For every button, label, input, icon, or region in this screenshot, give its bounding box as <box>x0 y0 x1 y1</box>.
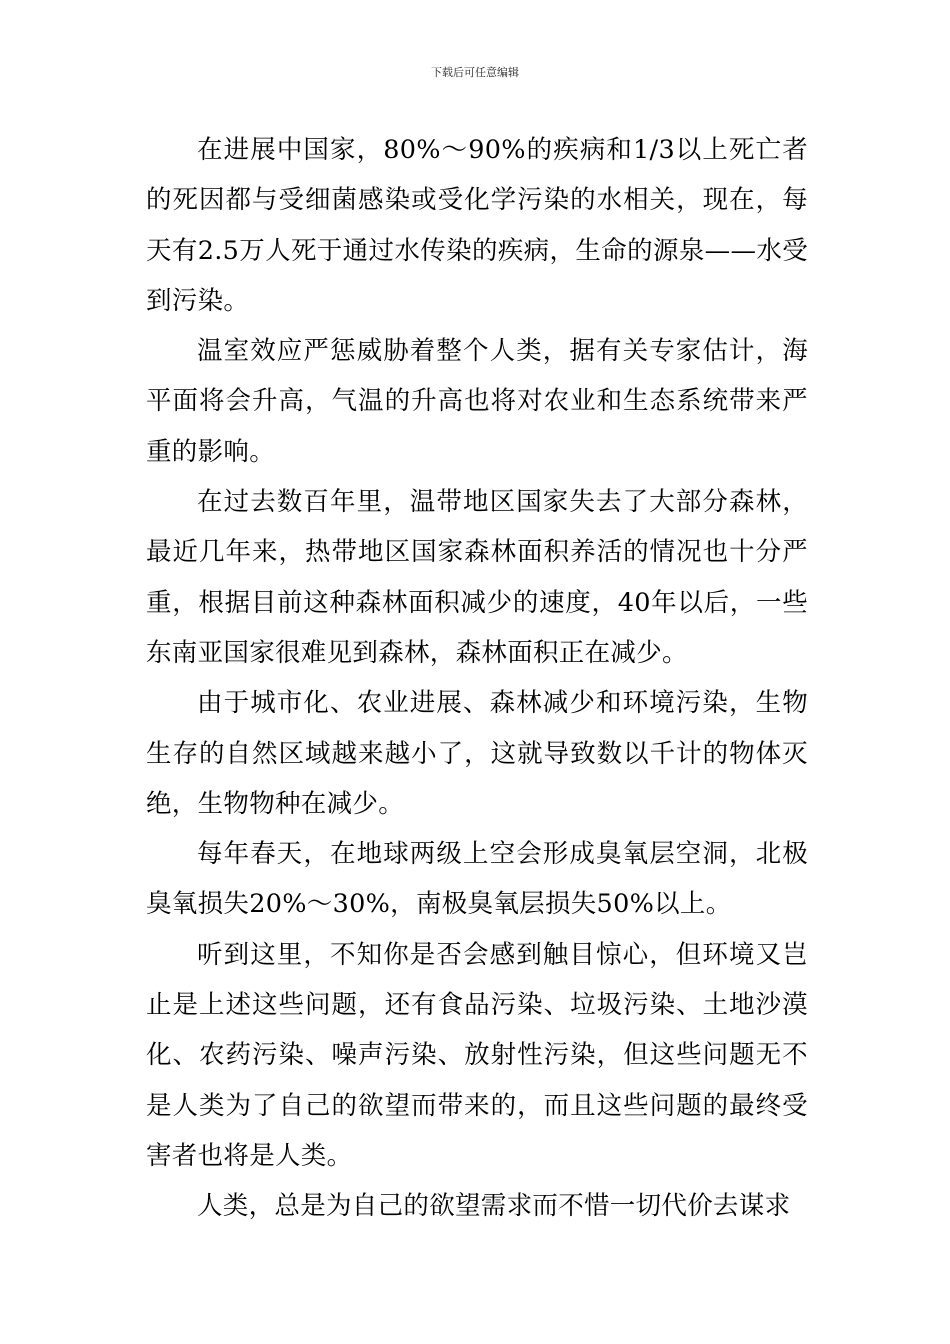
paragraph-other-pollution: 听到这里，不知你是否会感到触目惊心，但环境又岂止是上述这些问题，还有食品污染、垃圾污染、土地沙漠化、农药污染、噪声污染、放射性污染，但这些问题无不是人类为了自己的欲望而带来的，而且这些问题的最终受害者也将是人类。 <box>146 939 808 1171</box>
page-header: 下载后可任意编辑 <box>431 66 519 79</box>
paragraph-human-desire: 人类，总是为自己的欲望需求而不惜一切代价去谋求 <box>197 1191 791 1222</box>
paragraph-deforestation: 在过去数百年里，温带地区国家失去了大部分森林，最近几年来，热带地区国家森林面积养活的情况也十分严重，根据目前这种森林面积减少的速度，40年以后，一些东南亚国家很难见到森林，森林面积正在减少。 <box>146 487 808 668</box>
paragraph-water-pollution: 在进展中国家，80%～90%的疾病和1/3以上死亡者的死因都与受细菌感染或受化学污染的水相关，现在，每天有2.5万人死于通过水传染的疾病，生命的源泉——水受到污染。 <box>146 135 808 316</box>
paragraph-ozone-hole: 每年春天，在地球两级上空会形成臭氧层空洞，北极臭氧损失20%～30%，南极臭氧层损失50%以上。 <box>146 839 808 920</box>
document-body <box>146 125 808 1232</box>
paragraph-species-loss: 由于城市化、农业进展、森林减少和环境污染，生物生存的自然区域越来越小了，这就导致数以千计的物体灭绝，生物物种在减少。 <box>146 688 808 819</box>
paragraph-greenhouse-effect: 温室效应严惩威胁着整个人类，据有关专家估计，海平面将会升高，气温的升高也将对农业和生态系统带来严重的影响。 <box>146 336 808 467</box>
